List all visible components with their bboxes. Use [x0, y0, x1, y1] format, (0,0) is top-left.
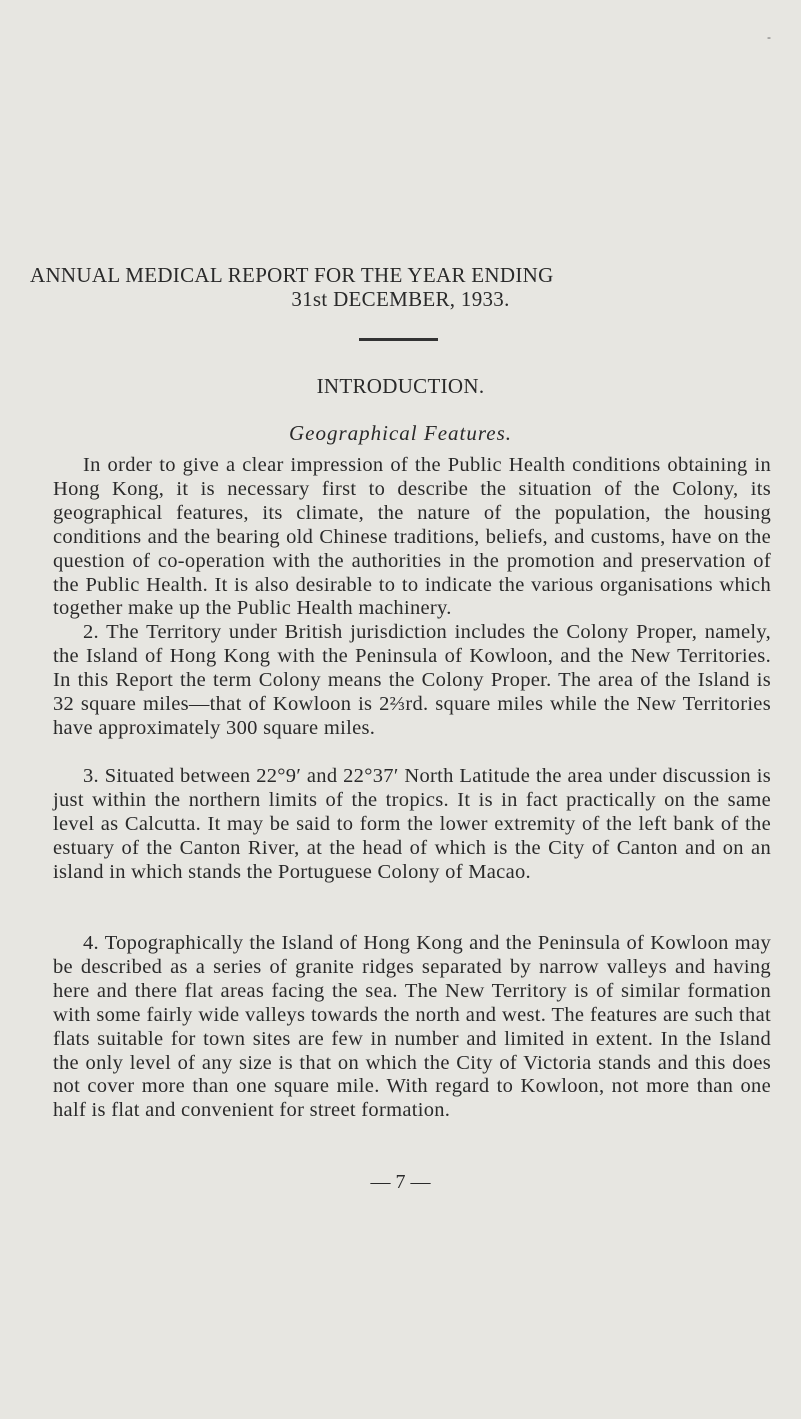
corner-mark: - — [767, 30, 771, 44]
section-title: INTRODUCTION. — [316, 374, 485, 398]
report-subtitle: 31st DECEMBER, 1933. — [291, 287, 510, 311]
paragraph-2: 2. The Territory under British jurisdiction includes the Colony Proper, namely, the Island of Hong Kong with the Peninsula of Kowloon, and the New Territories. In this Report the term Colony means the Colony Proper. The area of the Island is 32 square miles—that of Kowloon is 2⅔rd. square miles while the New Territories have approximately 300 square miles. — [53, 621, 771, 739]
paragraph-3: 3. Situated between 22°9′ and 22°37′ North Latitude the area under discussion is just within the northern limits of the tropics. It is in fact practically on the same level as Calcutta. It may be said to form the lower extremity of the left bank of the estuary of the Canton River, at the head of which is the City of Canton and on an island in which stands the Portuguese Colony of Macao. — [53, 765, 771, 883]
section-subtitle: Geographical Features. — [288, 421, 513, 445]
title-divider — [359, 338, 438, 341]
paragraph-4: 4. Topographically the Island of Hong Kong and the Peninsula of Kowloon may be described as a series of granite ridges separated by narrow valleys and having here and there flat areas facing the sea. The New Territory is of similar formation with some fairly wide valleys towards the north and west. The features are such that flats suitable for town sites are few in number and limited in extent. In the Island the only level of any size is that on which the City of Victoria stands and this does not cover more than one square mile. With regard to Kowloon, not more than one half is flat and convenient for street formation. — [53, 932, 771, 1122]
page-number: — 7 — — [370, 1171, 431, 1193]
paragraph-1: In order to give a clear impression of the Public Health conditions obtaining in Hong Kong, it is necessary first to describe the situation of the Colony, its geographical features, its climate, the nature of the population, the housing conditions and the bearing old Chinese traditions, beliefs, and customs, have on the question of co-operation with the authorities in the promotion and preservation of the Public Health. It is also desirable to to indicate the various organisations which together make up the Public Health machinery. — [53, 454, 771, 620]
report-title: ANNUAL MEDICAL REPORT FOR THE YEAR ENDING — [30, 263, 554, 287]
